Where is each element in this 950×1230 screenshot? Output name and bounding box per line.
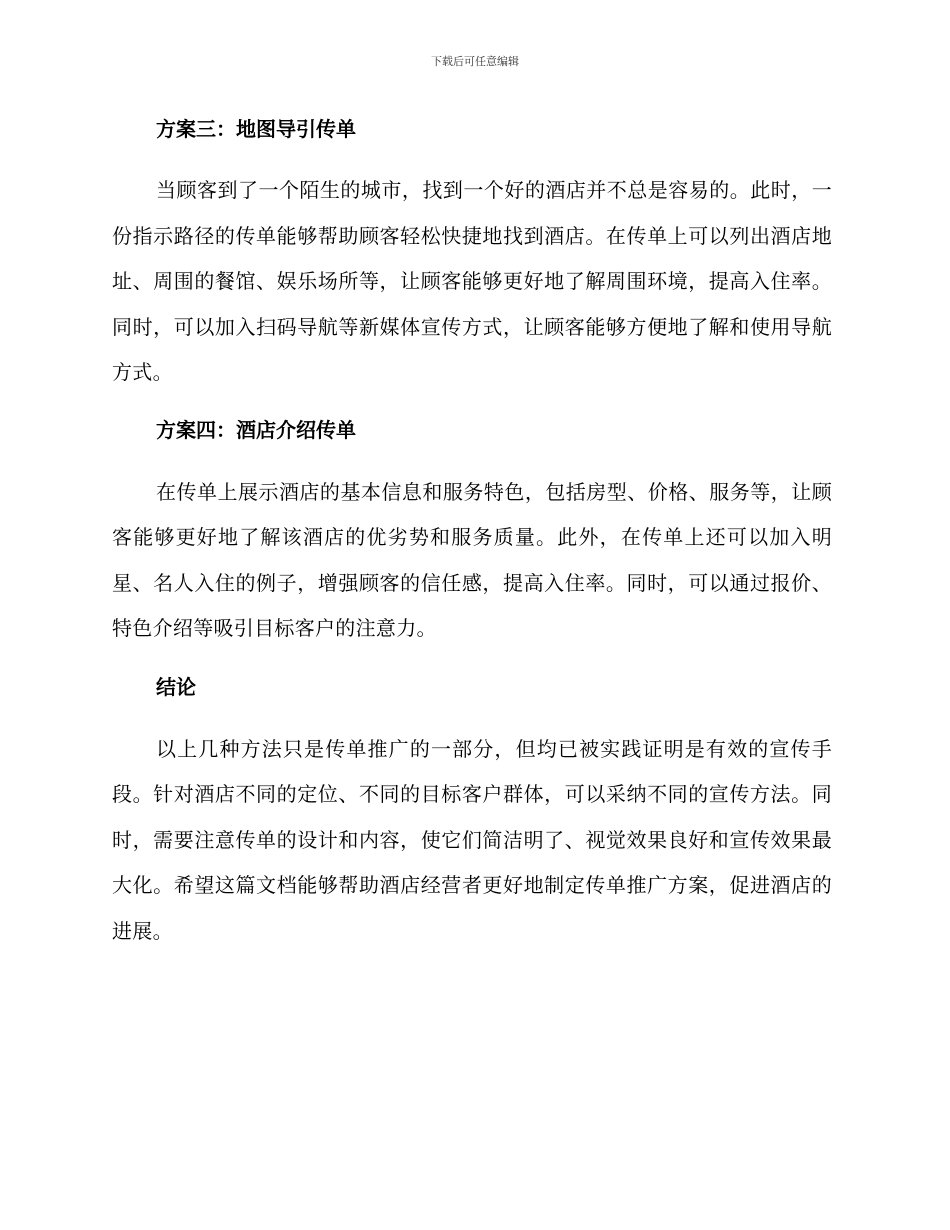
document-body [112,114,832,954]
header-note: 下载后可任意编辑 [431,55,519,68]
section-heading-conclusion: 结论 [156,674,196,699]
section-heading-plan-three: 方案三：地图导引传单 [156,117,356,141]
section-paragraph-plan-three: 当顾客到了一个陌生的城市，找到一个好的酒店并不总是容易的。此时，一份指示路径的传单能够帮助顾客轻松快捷地找到酒店。在传单上可以列出酒店地址、周围的餐馆、娱乐场所等，让顾客能够更好地了解周围环境，提高入住率。同时，可以加入扫码导航等新媒体宣传方式，让顾客能够方便地了解和使用导航方式。 [112,178,832,384]
section-paragraph-conclusion: 以上几种方法只是传单推广的一部分，但均已被实践证明是有效的宣传手段。针对酒店不同的定位、不同的目标客户群体，可以采纳不同的宣传方法。同时，需要注意传单的设计和内容，使它们简洁明了、视觉效果良好和宣传效果最大化。希望这篇文档能够帮助酒店经营者更好地制定传单推广方案，促进酒店的进展。 [112,736,832,943]
section-paragraph-plan-four: 在传单上展示酒店的基本信息和服务特色，包括房型、价格、服务等，让顾客能够更好地了解该酒店的优劣势和服务质量。此外，在传单上还可以加入明星、名人入住的例子，增强顾客的信任感，提高入住率。同时，可以通过报价、特色介绍等吸引目标客户的注意力。 [112,479,832,640]
section-heading-plan-four: 方案四：酒店介绍传单 [156,417,356,442]
